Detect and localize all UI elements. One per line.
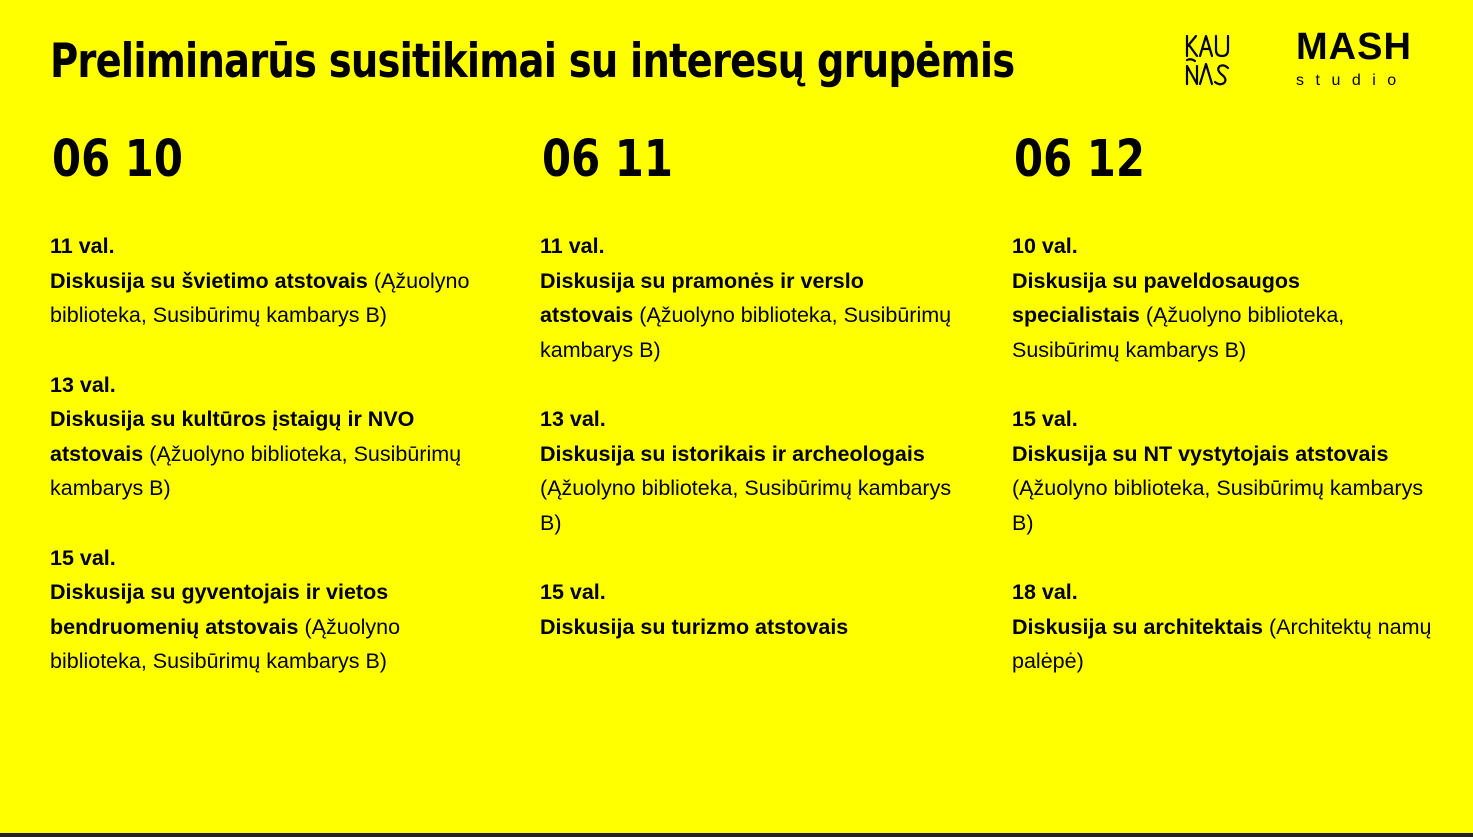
event-title: Diskusija su gyventojais ir vietos bendruomenių atstovais — [50, 580, 389, 639]
day-column — [50, 130, 480, 673]
day-date: 06 11 — [542, 130, 673, 189]
event-place: (Ąžuolyno biblioteka, Susibūrimų kambarys B) — [540, 303, 952, 362]
event-time: 15 val. — [50, 545, 116, 570]
event-item — [1012, 402, 1432, 540]
event-title: Diskusija su architektais — [1012, 614, 1263, 639]
event-time: 10 val. — [1012, 234, 1078, 258]
event-time: 11 val. — [540, 234, 605, 258]
event-item — [1012, 575, 1432, 679]
event-description — [1012, 437, 1432, 541]
event-time: 11 val. — [50, 234, 115, 258]
event-item — [50, 229, 480, 333]
day-column — [540, 130, 960, 639]
event-place: (Ąžuolyno biblioteka, Susibūrimų kambarys B) — [50, 441, 462, 500]
event-item — [50, 541, 480, 679]
event-description — [50, 575, 480, 679]
event-title: Diskusija su istorikais ir archeologais — [540, 441, 925, 466]
event-item — [540, 575, 960, 644]
event-description — [1012, 610, 1432, 679]
event-title: Diskusija su paveldosaugos specialistais — [1012, 268, 1300, 327]
event-place: (Ąžuolyno biblioteka, Susibūrimų kambarys B) — [1012, 476, 1424, 535]
event-description — [540, 264, 960, 368]
event-item — [540, 229, 960, 367]
event-place: (Ąžuolyno biblioteka, Susibūrimų kambarys B) — [50, 268, 470, 327]
event-place: (Ąžuolyno biblioteka, Susibūrimų kambarys B) — [1012, 303, 1345, 362]
day-column — [1012, 130, 1432, 673]
page-title: Preliminarūs susitikimai su interesų grupėmis — [50, 34, 1015, 89]
event-item — [50, 368, 480, 506]
event-time: 13 val. — [540, 407, 606, 431]
event-time: 15 val. — [540, 580, 606, 604]
event-place: (Ąžuolyno biblioteka, Susibūrimų kambarys B) — [50, 614, 401, 673]
event-description — [50, 402, 480, 506]
event-title: Diskusija su kultūros įstaigų ir NVO atstovais — [50, 407, 415, 466]
event-title: Diskusija su švietimo atstovais — [50, 268, 368, 293]
event-title: Diskusija su pramonės ir verslo atstovais — [540, 268, 864, 327]
event-item — [1012, 229, 1432, 367]
event-place: (Architektų namų palėpė) — [1012, 614, 1432, 673]
event-title: Diskusija su NT vystytojais atstovais — [1012, 441, 1389, 466]
event-place: (Ąžuolyno biblioteka, Susibūrimų kambarys B) — [540, 476, 952, 535]
kaunas-logo — [1184, 32, 1232, 88]
event-description — [1012, 264, 1432, 368]
event-time: 18 val. — [1012, 580, 1078, 604]
mash-logo: MASH — [1296, 26, 1412, 68]
day-date: 06 12 — [1014, 130, 1145, 189]
day-date: 06 10 — [52, 130, 183, 189]
studio-logo-text: studio — [1296, 72, 1408, 89]
event-item — [540, 402, 960, 540]
event-description — [540, 437, 960, 541]
event-title: Diskusija su turizmo atstovais — [540, 614, 849, 639]
event-time: 15 val. — [1012, 407, 1078, 431]
event-description — [540, 610, 960, 645]
event-time: 13 val. — [50, 372, 116, 397]
event-description — [50, 264, 480, 333]
bottom-divider — [0, 833, 1473, 837]
